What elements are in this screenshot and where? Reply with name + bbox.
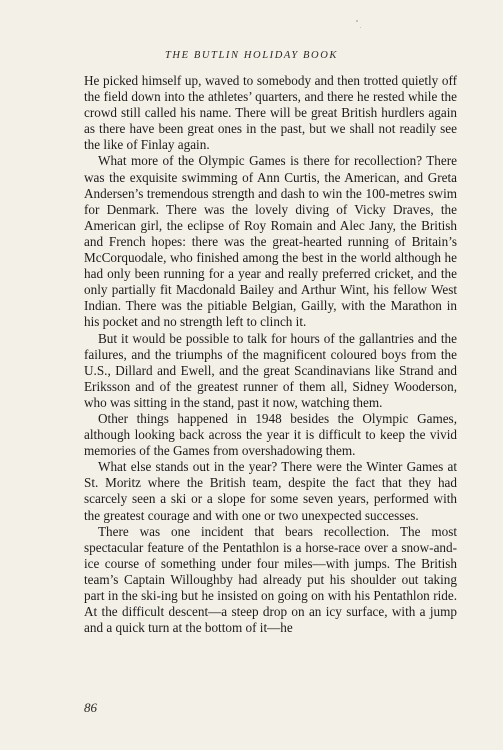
paragraph: What more of the Olympic Games is there for recollection? There was the exquisite swimming of Ann Curtis, the American, and Greta Andersen’s tremendous strength and dash to win the 100-metres swim for Denmark. There was the lovely diving of Vicky Draves, the American girl, the eclipse of Roy Romain and Alec Jany, the British and French hopes: there was the great-hearted running of Britain’s McCorquodale, who finished among the best in the world although he had only been running for a year and really preferred cricket, and the only partially fit Macdonald Bailey and Arthur Wint, his fellow West Indian. There was the pitiable Belgian, Gailly, with the Marathon in his pocket and no strength left to clinch it. xyxy=(84,153,457,330)
paper-speck xyxy=(356,20,358,22)
paragraph: He picked himself up, waved to somebody and then trotted quietly off the field down into the athletes’ quarters, and there he rested while the crowd still called his name. There will be great British hurdlers again as there have been great ones in the past, but we shall not readily see the like of Finlay again. xyxy=(84,73,457,153)
paragraph: But it would be possible to talk for hours of the gallantries and the failures, and the triumphs of the magnificent coloured boys from the U.S., Dillard and Ewell, and the great Scandinavians like Strand and Eriksson and of the greatest runner of them all, Sidney Wooderson, who was sitting in the stand, past it now, watching them. xyxy=(84,330,457,410)
body-text xyxy=(84,73,457,636)
paper-speck xyxy=(360,27,361,28)
paragraph: Other things happened in 1948 besides the Olympic Games, although looking back across the year it is difficult to keep the vivid memories of the Games from overshadowing them. xyxy=(84,410,457,459)
paragraph: There was one incident that bears recollection. The most spectacular feature of the Pentathlon is a horse-race over a snow-and-ice course of something under four miles—with jumps. The British team’s Captain Willoughby had already put his shoulder out taking part in the ski-ing but he insisted on going on with his Pentathlon ride. At the difficult descent—a steep drop on an icy surface, with a jump and a quick turn at the bottom of it—he xyxy=(84,523,457,636)
page-number: 86 xyxy=(84,700,97,715)
running-head: THE BUTLIN HOLIDAY BOOK xyxy=(164,50,339,61)
paragraph: What else stands out in the year? There were the Winter Games at St. Moritz where the British team, despite the fact that they had scarcely seen a ski or a slope for some seven years, performed with the greatest courage and with one or two unexpected successes. xyxy=(84,459,457,523)
